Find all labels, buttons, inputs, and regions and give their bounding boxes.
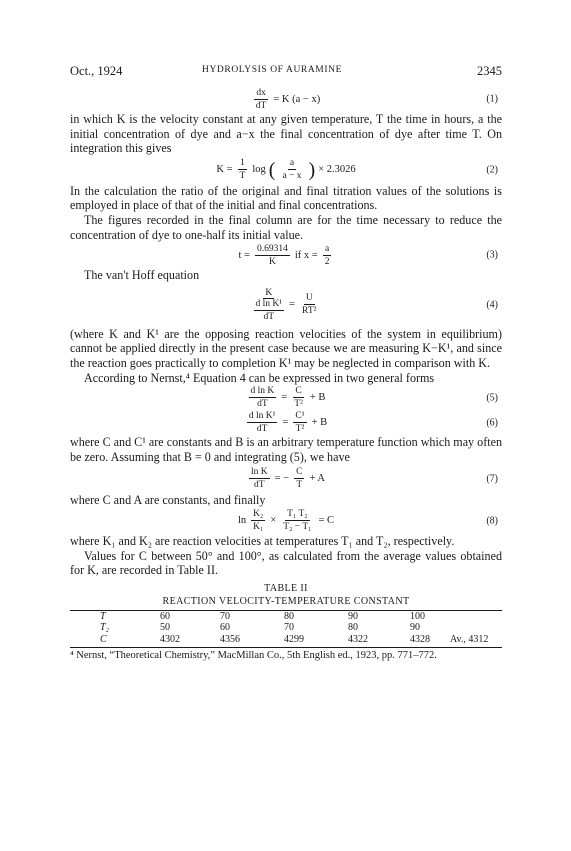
header-date: Oct., 1924	[70, 64, 123, 78]
running-header	[70, 64, 502, 82]
paragraph: in which K is the velocity constant at any given temperature, T the time in hours, a the initial concentration of dye and a−x the final concentration of dye after time T. On integration this gives	[70, 112, 502, 156]
table-cell: 100	[410, 610, 425, 622]
paragraph: where C and C¹ are constants and B is an arbitrary temperature function which may often be zero. Assuming that B = 0 and integrating (5), we have	[70, 435, 502, 464]
equation-number: (1)	[486, 93, 498, 105]
table-label: TABLE II	[264, 582, 308, 594]
table-body	[70, 610, 502, 646]
table-average: Av., 4312	[450, 633, 489, 645]
table-cell: 50	[160, 622, 170, 634]
table-cell: 80	[284, 610, 294, 622]
equation-2: K = $\frac{1}{T}$ log ( $\frac{a}{a - x}$ ) × 2.3026 (2)	[216, 158, 498, 182]
equation-number: (4)	[486, 299, 498, 311]
table-cell: 4356	[220, 633, 240, 645]
paragraph: Values for C between 50° and 100°, as calculated from the average values obtained for K, are recorded in Table II.	[70, 548, 502, 578]
equation-8: ln $\frac{\text{K₂}}{\text{K₁}}$ × $\frac{\text{T₁ T₂}}{\text{T₂ − T₁}}$ = C (8)	[237, 509, 498, 533]
table-2	[70, 582, 502, 646]
table-cell: 4302	[160, 633, 180, 645]
page-number: 2345	[477, 64, 502, 78]
equation-number: (8)	[486, 515, 498, 527]
table-cell: 60	[220, 622, 230, 634]
table-cell: 4322	[348, 633, 368, 645]
equation-number: (6)	[486, 417, 498, 429]
table-caption: REACTION VELOCITY-TEMPERATURE CONSTANT	[162, 595, 410, 607]
equation-number: (3)	[486, 249, 498, 261]
equation-number: (5)	[486, 392, 498, 404]
table-cell: 70	[220, 610, 230, 622]
footnote: ⁴ Nernst, “Theoretical Chemistry,” MacMillan Co., 5th English ed., 1923, pp. 771–772.	[70, 647, 502, 662]
paragraph: The figures recorded in the final column are for the time necessary to reduce the concentration of dye to one-half its initial value.	[70, 212, 502, 242]
paragraph: where K₁ and K₂ are reaction velocities at temperatures T₁ and T₂, respectively.	[70, 533, 455, 548]
equation-6: $\frac{\text{d ln K¹}}{dT}$ = $\frac{\text{C¹}}{\text{T²}}$ + B (6)	[248, 411, 498, 435]
table-row-label: T₂	[100, 622, 110, 634]
table-cell: 90	[410, 622, 420, 634]
table-row	[70, 622, 502, 634]
table-cell: 70	[284, 622, 294, 634]
paragraph: According to Nernst,⁴ Equation 4 can be expressed in two general forms	[84, 370, 435, 385]
equation-4: K d ln K¹ dT = $\frac{U}{\text{RT²}}$ (4)	[255, 287, 498, 322]
table-row-label: T	[100, 610, 106, 622]
header-title: HYDROLYSIS OF AURAMINE	[202, 65, 342, 75]
paragraph: where C and A are constants, and finally	[70, 493, 266, 508]
table-cell: 4299	[284, 633, 304, 645]
page	[70, 64, 502, 662]
table-cell: 80	[348, 622, 358, 634]
table-row	[70, 611, 502, 623]
paragraph: The van't Hoff equation	[84, 268, 200, 283]
paragraph: In the calculation the ratio of the original and final titration values of the solutions is employed in place of that of the initial and final concentrations.	[70, 183, 502, 213]
table-row	[70, 634, 502, 646]
table-row-label: C	[100, 633, 107, 645]
equation-number: (2)	[486, 164, 498, 176]
table-cell: 60	[160, 610, 170, 622]
table-cell: 90	[348, 610, 358, 622]
table-cell: 4328	[410, 633, 430, 645]
equation-3: t = $\frac{0.69314}{K}$ if x = $\frac{a}{2}$ (3)	[238, 243, 498, 267]
paragraph: (where K and K¹ are the opposing reaction velocities of the system in equilibrium) cannot be applied directly in the present case because we are measuring K−K¹, and since the reaction goes practically to completion K¹ may be neglected in comparison with K.	[70, 326, 502, 370]
equation-number: (7)	[486, 473, 498, 485]
equation-7: $\frac{\text{ln K}}{dT}$ = − $\frac{C}{T}$ + A (7)	[251, 467, 498, 491]
equation-1: $\frac{dx}{dT}$ = K (a − x) (1)	[255, 87, 498, 111]
equation-5: $\frac{\text{d ln K}}{dT}$ = $\frac{C}{\text{T²}}$ + B (5)	[250, 386, 498, 410]
